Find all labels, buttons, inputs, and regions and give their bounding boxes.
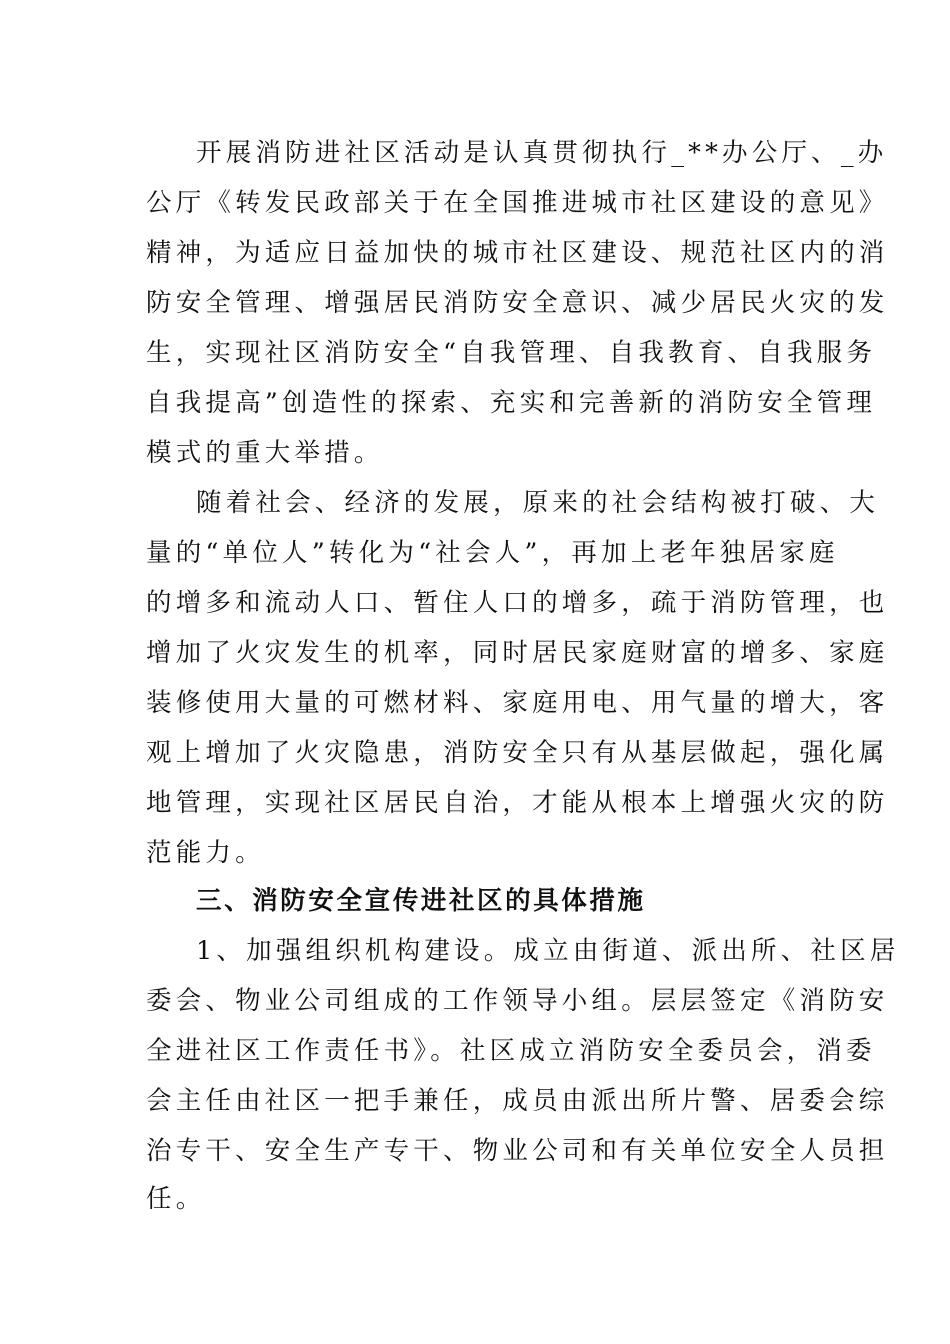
paragraph-2-line-8: 范能力。 — [146, 838, 265, 868]
paragraph-2-line-7: 地管理，实现社区居民自治，才能从根本上增强火灾的防 — [146, 788, 889, 818]
paragraph-2-line-1: 随着社会、经济的发展，原来的社会结构被打破、大 — [196, 488, 880, 518]
paragraph-3-line-6: 任。 — [146, 1184, 206, 1214]
paragraph-2-line-5: 装修使用大量的可燃材料、家庭用电、用气量的增大，客 — [146, 688, 889, 718]
paragraph-3-line-4: 会主任由社区一把手兼任，成员由派出所片警、居委会综 — [146, 1086, 889, 1116]
paragraph-2-line-6: 观上增加了火灾隐患，消防安全只有从基层做起，强化属 — [146, 738, 889, 768]
paragraph-2-line-2: 量的“单位人”转化为“社会人”，再加上老年独居家庭 — [146, 538, 839, 568]
paragraph-3-line-3: 全进社区工作责任书》。社区成立消防安全委员会，消委 — [146, 1036, 876, 1066]
paragraph-2-line-4: 增加了火灾发生的机率，同时居民家庭财富的增多、家庭 — [146, 638, 889, 668]
section-heading: 三、消防安全宣传进社区的具体措施 — [196, 886, 646, 916]
paragraph-1-line-2: 公厅《转发民政部关于在全国推进城市社区建设的意见》 — [146, 188, 889, 218]
paragraph-1-line-6: 自我提高”创造性的探索、充实和完善新的消防安全管理 — [146, 388, 877, 418]
paragraph-1-line-5: 生，实现社区消防安全“自我管理、自我教育、自我服务 — [146, 338, 877, 368]
paragraph-1-line-3: 精神，为适应日益加快的城市社区建设、规范社区内的消 — [146, 238, 889, 268]
paragraph-2-line-3: 的增多和流动人口、暂住人口的增多，疏于消防管理，也 — [146, 588, 889, 618]
paragraph-3-line-1: 1、加强组织机构建设。成立由街道、派出所、社区居 — [196, 936, 900, 966]
paragraph-3-line-5: 治专干、安全生产专干、物业公司和有关单位安全人员担 — [146, 1136, 889, 1166]
paragraph-1-line-1: 开展消防进社区活动是认真贯彻执行_**办公厅、_办 — [196, 138, 888, 168]
paragraph-3-line-2: 委会、物业公司组成的工作领导小组。层层签定《消防安 — [146, 986, 889, 1016]
paragraph-1-line-7: 模式的重大举措。 — [146, 438, 384, 468]
paragraph-1-line-4: 防安全管理、增强居民消防安全意识、减少居民火灾的发 — [146, 288, 889, 318]
